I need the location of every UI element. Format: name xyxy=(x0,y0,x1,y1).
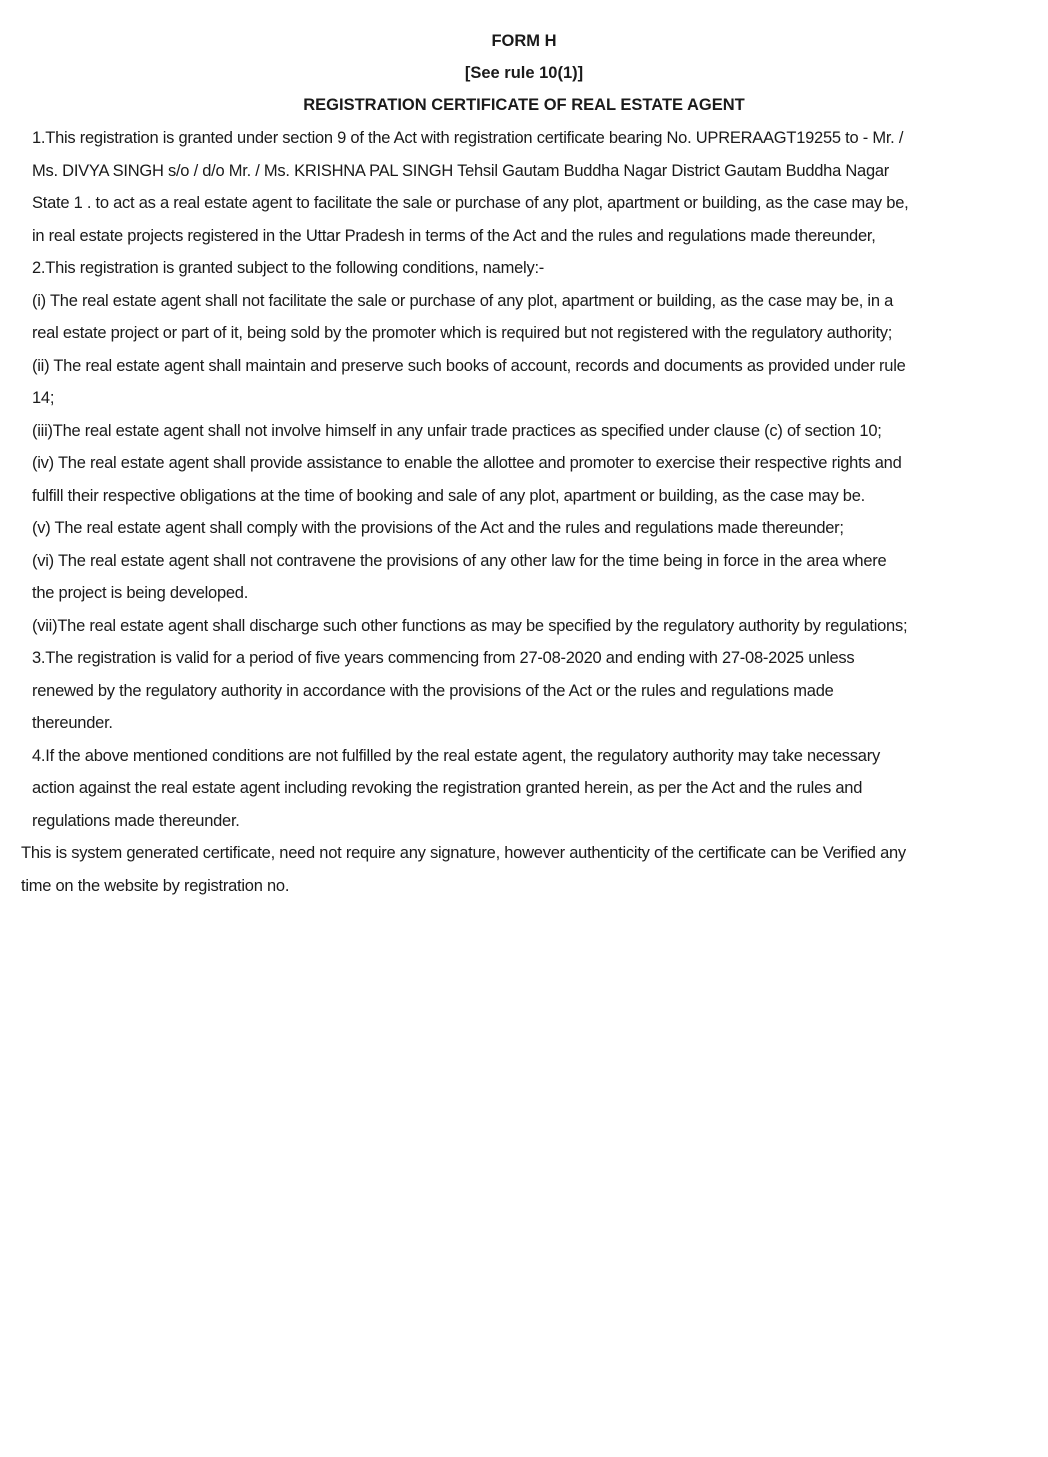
body-text-line: 1.This registration is granted under section 9 of the Act with registration certificate bearing No. UPRERAAGT19255 to - Mr. / xyxy=(32,129,904,147)
body-text-line: 2.This registration is granted subject to the following conditions, namely:- xyxy=(32,259,545,277)
body-text-line: State 1 . to act as a real estate agent to facilitate the sale or purchase of any plot, apartment or building, as the case may be, xyxy=(32,194,909,212)
certificate-title: REGISTRATION CERTIFICATE OF REAL ESTATE AGENT xyxy=(303,96,745,114)
body-text-line: (vii)The real estate agent shall discharge such other functions as may be specified by the regulatory authority by regulations; xyxy=(32,616,908,635)
body-text-line: Ms. DIVYA SINGH s/o / d/o Mr. / Ms. KRISHNA PAL SINGH Tehsil Gautam Buddha Nagar District Gautam Buddha Nagar xyxy=(32,161,890,180)
body-text-line: (vi) The real estate agent shall not contravene the provisions of any other law for the time being in force in the area where xyxy=(32,551,887,570)
body-text-line: 3.The registration is valid for a period of five years commencing from 27-08-2020 and ending with 27-08-2025 unless xyxy=(32,649,855,667)
body-text-line: (ii) The real estate agent shall maintain and preserve such books of account, records and documents as provided under rule xyxy=(32,356,906,375)
body-text-line: fulfill their respective obligations at the time of booking and sale of any plot, apartment or building, as the case may be. xyxy=(32,486,865,505)
body-text-line: (i) The real estate agent shall not facilitate the sale or purchase of any plot, apartment or building, as the case may be, in a xyxy=(32,291,894,310)
body-text-line: (iv) The real estate agent shall provide assistance to enable the allottee and promoter to exercise their respective rights and xyxy=(32,454,902,472)
body-text-line: action against the real estate agent including revoking the registration granted herein, as per the Act and the rules and xyxy=(32,779,863,797)
body-text-line: real estate project or part of it, being sold by the promoter which is required but not registered with the regulatory authority; xyxy=(32,324,893,342)
footer-note-line: This is system generated certificate, need not require any signature, however authenticity of the certificate can be Verified any xyxy=(21,844,906,862)
body-text-line: thereunder. xyxy=(32,714,113,732)
body-text-line: in real estate projects registered in the Uttar Pradesh in terms of the Act and the rules and regulations made thereunder, xyxy=(32,226,876,245)
body-text-line: 4.If the above mentioned conditions are not fulfilled by the real estate agent, the regulatory authority may take necessary xyxy=(32,746,880,765)
form-title: FORM H xyxy=(491,32,557,50)
body-text-line: renewed by the regulatory authority in accordance with the provisions of the Act or the rules and regulations made xyxy=(32,681,834,700)
body-text-line: (v) The real estate agent shall comply with the provisions of the Act and the rules and regulations made thereunder; xyxy=(32,519,844,537)
body-text-line: the project is being developed. xyxy=(32,584,249,602)
rule-reference: [See rule 10(1)] xyxy=(464,64,584,82)
body-text-line: 14; xyxy=(32,389,55,407)
footer-note-line: time on the website by registration no. xyxy=(21,876,290,895)
body-text-line: regulations made thereunder. xyxy=(32,811,240,830)
body-text-line: (iii)The real estate agent shall not involve himself in any unfair trade practices as specified under clause (c) of section 10; xyxy=(32,421,882,440)
